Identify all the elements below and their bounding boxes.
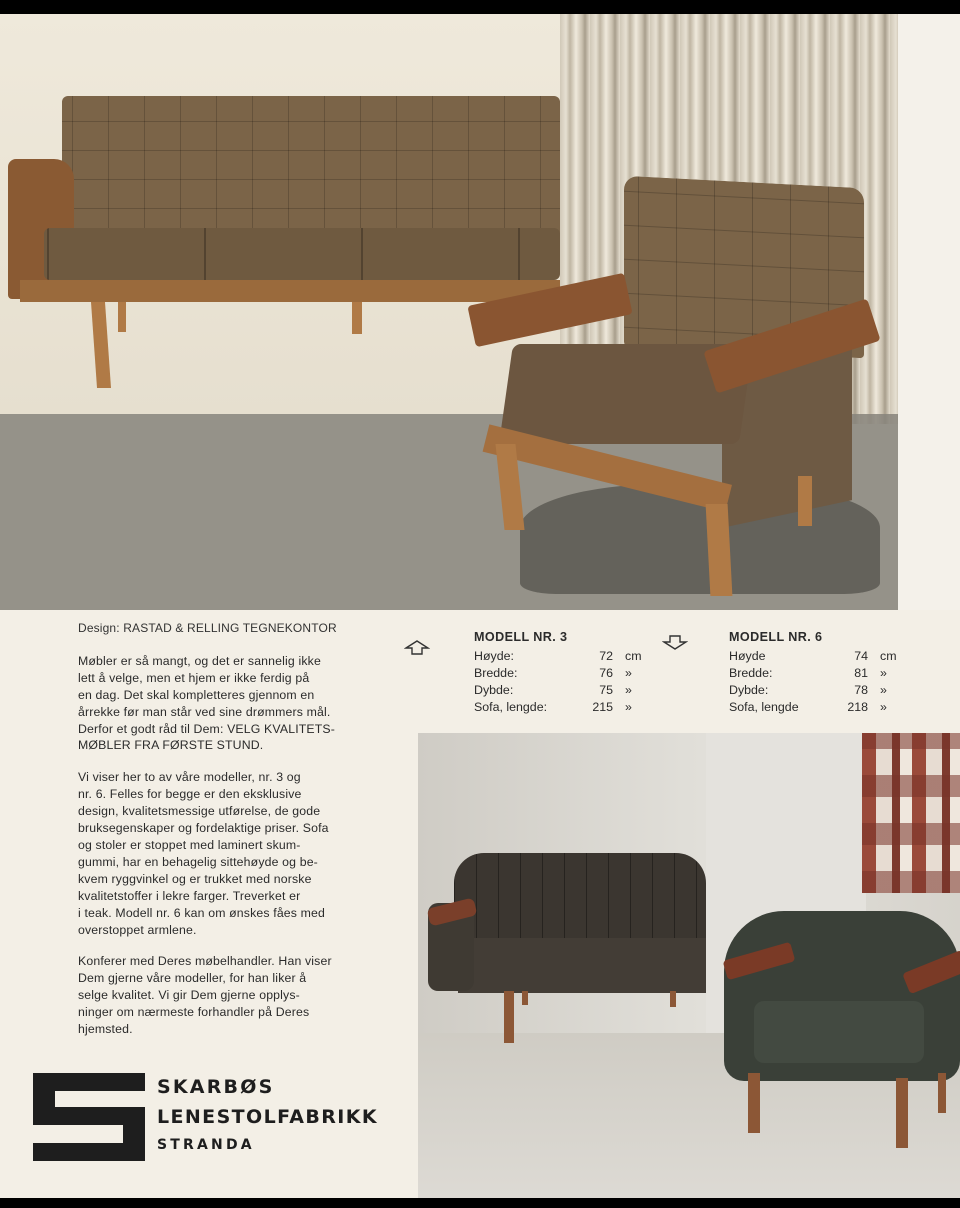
spec-row: Sofa, lengde 218 »	[729, 700, 887, 714]
paragraph-2: Vi viser her to av våre modeller, nr. 3 og nr. 6. Felles for begge er den eksklusive design, kvalitetsmessige utførelse, de gode bruksegenskaper og fordelaktige priser. Sofa og stoler er stoppet med laminert skum- gummi, har en behagelig sittehøyde og be- kvem ryggvinkel og er trukket med norske kvalitetstoffer i lekre farger. Treverket er i teak. Modell nr. 6 kan om ønskes fåes med overstoppet armlene.	[78, 770, 329, 937]
bottom-photo-model-6	[418, 733, 960, 1198]
spec-row: Dybde: 75 »	[474, 683, 632, 697]
spec-row: Sofa, lengde: 215 »	[474, 700, 632, 714]
company-location: STRANDA	[157, 1137, 255, 1153]
top-photo-model-3	[0, 14, 898, 610]
spec-model-3	[474, 630, 665, 716]
paragraph-1: Møbler er så mangt, og det er sannelig ikke lett å velge, men et hjem er ikke ferdig på en dag. Det skal kompletteres gjennom en årrekke før man står ved sine drømmers mål. Derfor et godt råd til Dem: VELG KVALITETS- MØBLER FRA FØRSTE STUND.	[78, 653, 336, 753]
paragraph-3: Konferer med Deres møbelhandler. Han viser Dem gjerne våre modeller, for han liker å selge kvalitet. Vi gir Dem gjerne opplys- ninger om nærmeste forhandler på Deres hjemsted.	[78, 954, 332, 1037]
brochure-page	[0, 14, 960, 1198]
spec-title: MODELL NR. 3	[474, 630, 568, 644]
spec-model-6	[729, 630, 920, 716]
spec-row: Bredde: 81 »	[729, 666, 887, 680]
down-arrow-icon	[662, 632, 688, 652]
company-name	[157, 1072, 378, 1158]
spec-title: MODELL NR. 6	[729, 630, 823, 644]
s-logo-icon	[33, 1073, 145, 1161]
up-arrow-icon	[404, 638, 430, 658]
right-margin	[898, 14, 960, 610]
intro-text-column	[78, 620, 374, 1053]
company-line-1: SKARBØS	[157, 1076, 275, 1098]
design-credit: Design: RASTAD & RELLING TEGNEKONTOR	[78, 621, 337, 635]
spec-row: Bredde: 76 »	[474, 666, 632, 680]
company-line-2: LENESTOLFABRIKK	[157, 1106, 379, 1128]
spec-row: Høyde: 72 cm	[474, 649, 642, 663]
spec-row: Høyde 74 cm	[729, 649, 897, 663]
spec-row: Dybde: 78 »	[729, 683, 887, 697]
